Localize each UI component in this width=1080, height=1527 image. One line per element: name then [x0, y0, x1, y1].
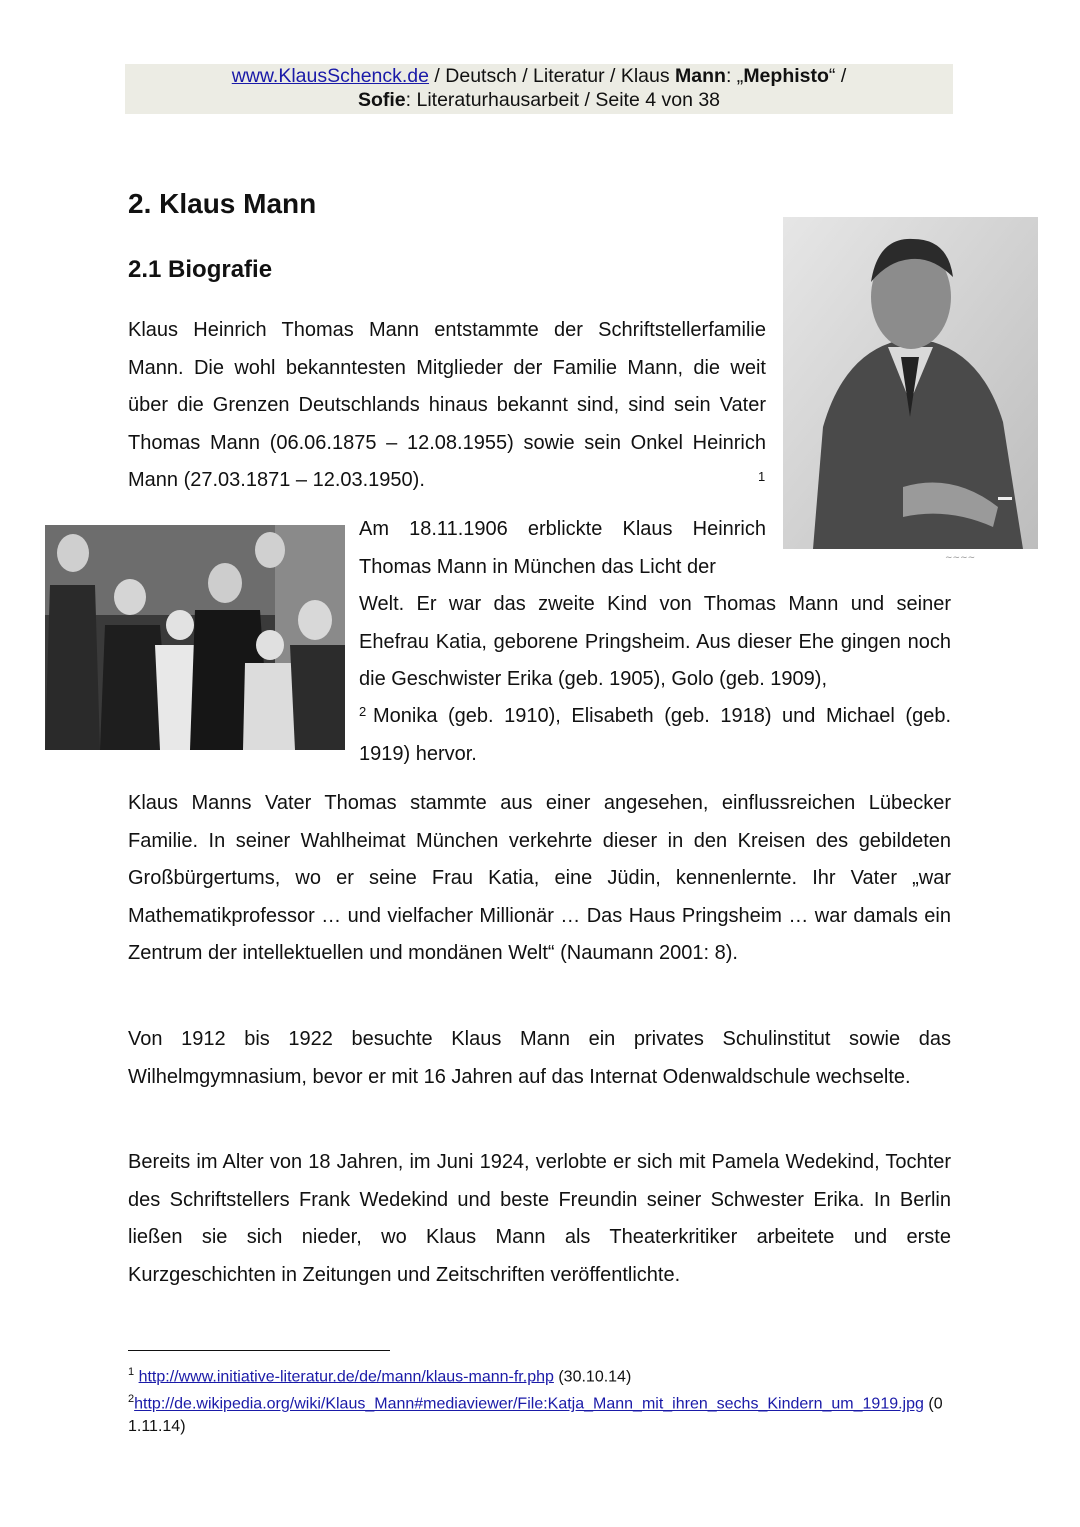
header-rest: : Literaturhausarbeit / Seite 4 von 38 — [405, 89, 721, 111]
footnote-2-link[interactable]: http://de.wikipedia.org/wiki/Klaus_Mann#mediaviewer/File:Katja_Mann_mit_ihren_sechs_Kindern_um_1919.jpg — [134, 1395, 924, 1413]
mann-family-photo — [45, 525, 345, 750]
footnote-1-num: 1 — [128, 1366, 135, 1378]
header-author: Mann — [675, 65, 726, 87]
paragraph-2a: Am 18.11.1906 erblickte Klaus Heinrich Thomas Mann in München das Licht der — [359, 518, 766, 578]
footnote-2-date: (01.11.14) — [128, 1395, 943, 1435]
header-path: / Deutsch / Literatur / Klaus — [429, 65, 676, 87]
site-link[interactable]: www.KlausSchenck.de — [231, 65, 430, 87]
header-line-2 — [125, 88, 953, 112]
paragraph-1: Klaus Heinrich Thomas Mann entstammte der Schriftstellerfamilie Mann. Die wohl bekanntesten Mitglieder der Familie Mann, die weit über die Grenzen Deutschlands hinaus bekannt sind, sind sein Vater Thomas Mann (06.06.1875 – 12.08.1955) sowie sein Onkel Heinrich Mann (27.03.1871 – 12.03.1950). — [128, 319, 766, 491]
footnotes — [128, 1361, 950, 1438]
paragraph-3: Klaus Manns Vater Thomas stammte aus einer angesehen, einflussreichen Lübecker Familie. In seiner Wahlheimat München verkehrte dieser in den Kreisen des gebildeten Großbürgertums, wo er seine Frau Katia, eine Jüdin, kennenlernte. Ihr Vater „war Mathematikprofessor … und vielfacher Millionär … Das Haus Pringsheim … war damals ein Zentrum der intellektuellen und mondänen Welt“ (Naumann 2001: 8). — [128, 792, 951, 964]
header-student: Sofie — [357, 89, 406, 111]
footnote-1-date: (30.10.14) — [558, 1368, 632, 1386]
header-work: Mephisto — [743, 65, 829, 87]
paragraph-4: Von 1912 bis 1922 besuchte Klaus Mann ein privates Schulinstitut sowie das Wilhelmgymnasium, bevor er mit 16 Jahren auf das Internat Odenwaldschule wechselte. — [128, 1028, 951, 1088]
footnote-2-num: 2 — [128, 1393, 135, 1406]
footnote-mark-1: 1 — [758, 469, 766, 484]
paragraph-2b: Welt. Er war das zweite Kind von Thomas Mann und seiner Ehefrau Katia, geborene Pringsheim. Aus dieser Ehe gingen noch die Geschwister Erika (geb. 1905), Golo (geb. 1909), — [359, 593, 951, 690]
footnote-2 — [128, 1388, 950, 1437]
subsection-title: 2.1 Biografie — [128, 256, 273, 283]
section-title: 2. Klaus Mann — [128, 188, 317, 219]
paragraph-2c: Monika (geb. 1910), Elisabeth (geb. 1918) und Michael (geb. 1919) hervor. — [359, 705, 951, 765]
header-colon: : „ — [725, 65, 744, 87]
photographer-signature-icon: ~~~~ — [945, 553, 976, 563]
footnote-divider — [128, 1350, 390, 1351]
header-after-work: “ / — [828, 65, 847, 87]
footnote-mark-2: 2 — [359, 704, 367, 719]
klaus-mann-portrait — [783, 217, 1038, 549]
header-line-1 — [125, 64, 953, 88]
footnote-1-link[interactable]: http://www.initiative-literatur.de/de/mann/klaus-mann-fr.php — [138, 1368, 554, 1386]
footnote-1 — [128, 1361, 950, 1388]
paragraph-5: Bereits im Alter von 18 Jahren, im Juni 1924, verlobte er sich mit Pamela Wedekind, Tochter des Schriftstellers Frank Wedekind und beste Freundin seiner Schwester Erika. In Berlin ließen sie sich nieder, wo Klaus Mann als Theaterkritiker arbeitete und erste Kurzgeschichten in Zeitungen und Zeitschriften veröffentlichte. — [128, 1151, 951, 1286]
page-header — [125, 64, 953, 114]
